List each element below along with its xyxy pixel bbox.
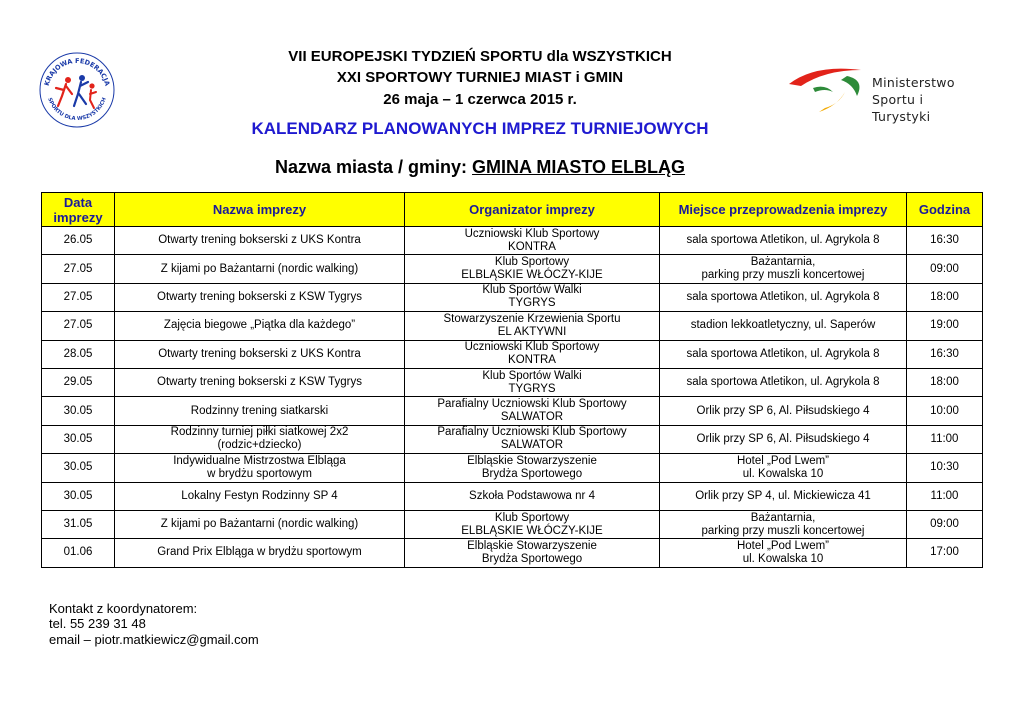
cell-date xyxy=(42,283,115,311)
cell-date xyxy=(42,340,115,368)
cell-date-text: 30.05 xyxy=(63,432,93,445)
cell-name-text: Z kijami po Bażantarni (nordic walking) xyxy=(160,262,359,275)
cell-organizer-text: Brydża Sportowego xyxy=(481,552,583,565)
event-dates: 26 maja – 1 czerwca 2015 r. xyxy=(383,91,577,108)
cell-place-text: parking przy muszli koncertowej xyxy=(701,524,865,537)
cell-organizer-text: Klub Sportów Walki xyxy=(482,284,582,297)
cell-name xyxy=(115,283,405,311)
cell-organizer-text: KONTRA xyxy=(508,240,556,253)
contact-label: Kontakt z koordynatorem: xyxy=(49,601,198,616)
cell-time-text: 09:00 xyxy=(930,518,959,531)
ministry-line-2: Sportu i Turystyki xyxy=(872,92,931,124)
cell-place xyxy=(660,283,907,311)
col-header-time: Godzina xyxy=(907,193,983,227)
cell-organizer-text: EL AKTYWNI xyxy=(497,325,567,338)
cell-time-text: 16:30 xyxy=(930,234,959,247)
cell-date xyxy=(42,255,115,283)
cell-time xyxy=(907,482,983,510)
cell-time xyxy=(907,454,983,482)
col-header-date: Data imprezy xyxy=(42,193,115,227)
cell-date-text: 30.05 xyxy=(63,489,93,502)
federation-logo xyxy=(38,50,116,128)
cell-time xyxy=(907,312,983,340)
cell-name xyxy=(115,539,405,567)
cell-place-text: Bażantarnia, xyxy=(750,256,816,269)
cell-organizer-text: Klub Sportowy xyxy=(494,256,570,269)
cell-place-text: stadion lekkoatletyczny, ul. Saperów xyxy=(690,319,876,332)
cell-time-text: 09:00 xyxy=(930,262,959,275)
cell-date xyxy=(42,425,115,453)
cell-place xyxy=(660,510,907,538)
cell-name-text: Grand Prix Elbląga w brydżu sportowym xyxy=(157,546,362,559)
table-header-row xyxy=(42,193,983,227)
cell-organizer xyxy=(405,539,660,567)
cell-organizer-text: Elbląskie Stowarzyszenie xyxy=(467,539,597,552)
cell-date-text: 31.05 xyxy=(63,518,93,531)
cell-place-text: Orlik przy SP 4, ul. Mickiewicza 41 xyxy=(695,489,871,502)
cell-organizer-text: Brydża Sportowego xyxy=(481,467,583,480)
cell-time-text: 17:00 xyxy=(930,546,959,559)
ministry-logo xyxy=(785,62,985,124)
cell-name-text: w brydżu sportowym xyxy=(207,467,312,480)
table-row xyxy=(42,312,983,340)
cell-organizer-text: ELBLĄSKIE WŁÓCZY-KIJE xyxy=(461,524,603,537)
table-row xyxy=(42,397,983,425)
cell-organizer-text: Szkoła Podstawowa nr 4 xyxy=(469,489,595,502)
cell-place-text: sala sportowa Atletikon, ul. Agrykola 8 xyxy=(686,347,880,360)
cell-organizer-text: SALWATOR xyxy=(500,439,564,452)
cell-organizer xyxy=(405,482,660,510)
cell-organizer xyxy=(405,255,660,283)
cell-organizer-text: Uczniowski Klub Sportowy xyxy=(464,227,600,240)
cell-organizer-text: KONTRA xyxy=(508,354,556,367)
cell-organizer-text: SALWATOR xyxy=(500,411,564,424)
cell-place-text: sala sportowa Atletikon, ul. Agrykola 8 xyxy=(686,234,880,247)
cell-name xyxy=(115,454,405,482)
cell-place xyxy=(660,340,907,368)
cell-date xyxy=(42,368,115,396)
contact-email: email – piotr.matkiewicz@gmail.com xyxy=(49,631,259,647)
cell-date-text: 30.05 xyxy=(63,461,93,474)
col-header-organizer: Organizator imprezy xyxy=(405,193,660,227)
cell-place-text: sala sportowa Atletikon, ul. Agrykola 8 xyxy=(686,376,880,389)
cell-organizer xyxy=(405,454,660,482)
cell-date-text: 26.05 xyxy=(63,234,93,247)
cell-name xyxy=(115,255,405,283)
cell-organizer-text: Stowarzyszenie Krzewienia Sportu xyxy=(443,312,621,325)
cell-date xyxy=(42,312,115,340)
cell-name xyxy=(115,510,405,538)
cell-time xyxy=(907,227,983,255)
col-header-place: Miejsce przeprowadzenia imprezy xyxy=(660,193,907,227)
cell-place xyxy=(660,425,907,453)
cell-date xyxy=(42,227,115,255)
cell-date xyxy=(42,397,115,425)
cell-place xyxy=(660,397,907,425)
cell-name xyxy=(115,312,405,340)
krajowa-federacja-logo-icon xyxy=(38,50,116,128)
cell-time-text: 18:00 xyxy=(930,376,959,389)
cell-organizer-text: TYGRYS xyxy=(508,382,556,395)
cell-name-text: Otwarty trening bokserski z KSW Tygrys xyxy=(157,376,362,389)
cell-date-text: 01.06 xyxy=(63,546,93,559)
cell-name-text: Zajęcia biegowe „Piątka dla każdego” xyxy=(163,319,356,332)
cell-name-text: Rodzinny trening siatkarski xyxy=(190,404,329,417)
cell-organizer-text: TYGRYS xyxy=(508,297,556,310)
table-row xyxy=(42,454,983,482)
cell-time-text: 19:00 xyxy=(930,319,959,332)
cell-organizer-text: Klub Sportów Walki xyxy=(482,369,582,382)
contact-phone: tel. 55 239 31 48 xyxy=(49,616,146,632)
cell-place-text: Hotel „Pod Lwem” xyxy=(736,539,830,552)
event-title-line-1: VII EUROPEJSKI TYDZIEŃ SPORTU dla WSZYSTKICH xyxy=(288,48,672,65)
cell-name xyxy=(115,368,405,396)
cell-organizer xyxy=(405,312,660,340)
cell-organizer xyxy=(405,340,660,368)
cell-organizer-text: Parafialny Uczniowski Klub Sportowy xyxy=(437,426,627,439)
contact-block xyxy=(49,601,259,647)
cell-place-text: Hotel „Pod Lwem” xyxy=(736,454,830,467)
cell-organizer-text: Uczniowski Klub Sportowy xyxy=(464,341,600,354)
cell-name-text: Indywidualne Mistrzostwa Elbląga xyxy=(173,454,346,467)
cell-name-text: (rodzic+dziecko) xyxy=(217,439,302,452)
cell-place-text: parking przy muszli koncertowej xyxy=(701,269,865,282)
cell-organizer xyxy=(405,510,660,538)
cell-name-text: Otwarty trening bokserski z KSW Tygrys xyxy=(157,290,362,303)
cell-date-text: 30.05 xyxy=(63,404,93,417)
cell-name-text: Otwarty trening bokserski z UKS Kontra xyxy=(158,234,361,247)
cell-place xyxy=(660,255,907,283)
cell-name xyxy=(115,425,405,453)
cell-date xyxy=(42,454,115,482)
cell-place-text: Orlik przy SP 6, Al. Piłsudskiego 4 xyxy=(696,432,870,445)
cell-time xyxy=(907,425,983,453)
cell-time-text: 11:00 xyxy=(930,489,959,502)
city-label: Nazwa miasta / gminy: xyxy=(274,157,473,177)
table-row xyxy=(42,340,983,368)
event-title-line-2: XXI SPORTOWY TURNIEJ MIAST i GMIN xyxy=(336,69,624,86)
table-row xyxy=(42,482,983,510)
city-heading xyxy=(180,156,780,178)
table-row xyxy=(42,227,983,255)
cell-time xyxy=(907,368,983,396)
cell-time-text: 10:30 xyxy=(930,461,959,474)
cell-organizer-text: Parafialny Uczniowski Klub Sportowy xyxy=(437,398,627,411)
cell-name-text: Lokalny Festyn Rodzinny SP 4 xyxy=(181,489,338,502)
logo-text-top: KRAJOWA FEDERACJA xyxy=(42,56,112,87)
cell-name xyxy=(115,397,405,425)
cell-name-text: Rodzinny turniej piłki siatkowej 2x2 xyxy=(170,426,349,439)
cell-place xyxy=(660,227,907,255)
cell-place-text: ul. Kowalska 10 xyxy=(742,467,824,480)
cell-place xyxy=(660,482,907,510)
cell-time-text: 11:00 xyxy=(930,432,959,445)
cell-date-text: 27.05 xyxy=(63,319,93,332)
cell-organizer-text: ELBLĄSKIE WŁÓCZY-KIJE xyxy=(461,269,603,282)
ministry-line-1: Ministerstwo xyxy=(872,75,955,90)
table-row xyxy=(42,425,983,453)
cell-date-text: 29.05 xyxy=(63,376,93,389)
cell-date xyxy=(42,539,115,567)
cell-organizer xyxy=(405,397,660,425)
events-table xyxy=(41,192,983,568)
cell-place-text: Orlik przy SP 6, Al. Piłsudskiego 4 xyxy=(696,404,870,417)
cell-date-text: 27.05 xyxy=(63,262,93,275)
city-name: GMINA MIASTO ELBLĄG xyxy=(472,157,686,177)
cell-organizer-text: Elbląskie Stowarzyszenie xyxy=(467,454,597,467)
calendar-title: KALENDARZ PLANOWANYCH IMPREZ TURNIEJOWYCH xyxy=(251,119,709,138)
cell-place-text: ul. Kowalska 10 xyxy=(742,552,824,565)
cell-time-text: 16:30 xyxy=(930,347,959,360)
table-row xyxy=(42,510,983,538)
cell-time xyxy=(907,397,983,425)
table-row xyxy=(42,539,983,567)
cell-place-text: sala sportowa Atletikon, ul. Agrykola 8 xyxy=(686,290,880,303)
cell-time xyxy=(907,283,983,311)
cell-name xyxy=(115,340,405,368)
cell-time-text: 18:00 xyxy=(930,290,959,303)
cell-date xyxy=(42,510,115,538)
cell-name-text: Otwarty trening bokserski z UKS Kontra xyxy=(158,347,361,360)
cell-date xyxy=(42,482,115,510)
cell-place xyxy=(660,539,907,567)
cell-time xyxy=(907,255,983,283)
ministerstwo-sportu-logo-icon xyxy=(785,62,867,114)
cell-organizer xyxy=(405,227,660,255)
cell-place xyxy=(660,368,907,396)
cell-organizer xyxy=(405,283,660,311)
logo-text-bottom: SPORTU DLA WSZYSTKICH xyxy=(46,96,108,123)
cell-place xyxy=(660,454,907,482)
table-row xyxy=(42,283,983,311)
cell-time-text: 10:00 xyxy=(930,404,959,417)
cell-name-text: Z kijami po Bażantarni (nordic walking) xyxy=(160,518,359,531)
table-row xyxy=(42,368,983,396)
cell-place xyxy=(660,312,907,340)
table-row xyxy=(42,255,983,283)
cell-date-text: 27.05 xyxy=(63,290,93,303)
col-header-name: Nazwa imprezy xyxy=(115,193,405,227)
cell-time xyxy=(907,539,983,567)
cell-name xyxy=(115,227,405,255)
cell-time xyxy=(907,510,983,538)
cell-place-text: Bażantarnia, xyxy=(750,511,816,524)
cell-time xyxy=(907,340,983,368)
cell-name xyxy=(115,482,405,510)
cell-organizer xyxy=(405,425,660,453)
cell-date-text: 28.05 xyxy=(63,347,93,360)
cell-organizer-text: Klub Sportowy xyxy=(494,511,570,524)
cell-organizer xyxy=(405,368,660,396)
